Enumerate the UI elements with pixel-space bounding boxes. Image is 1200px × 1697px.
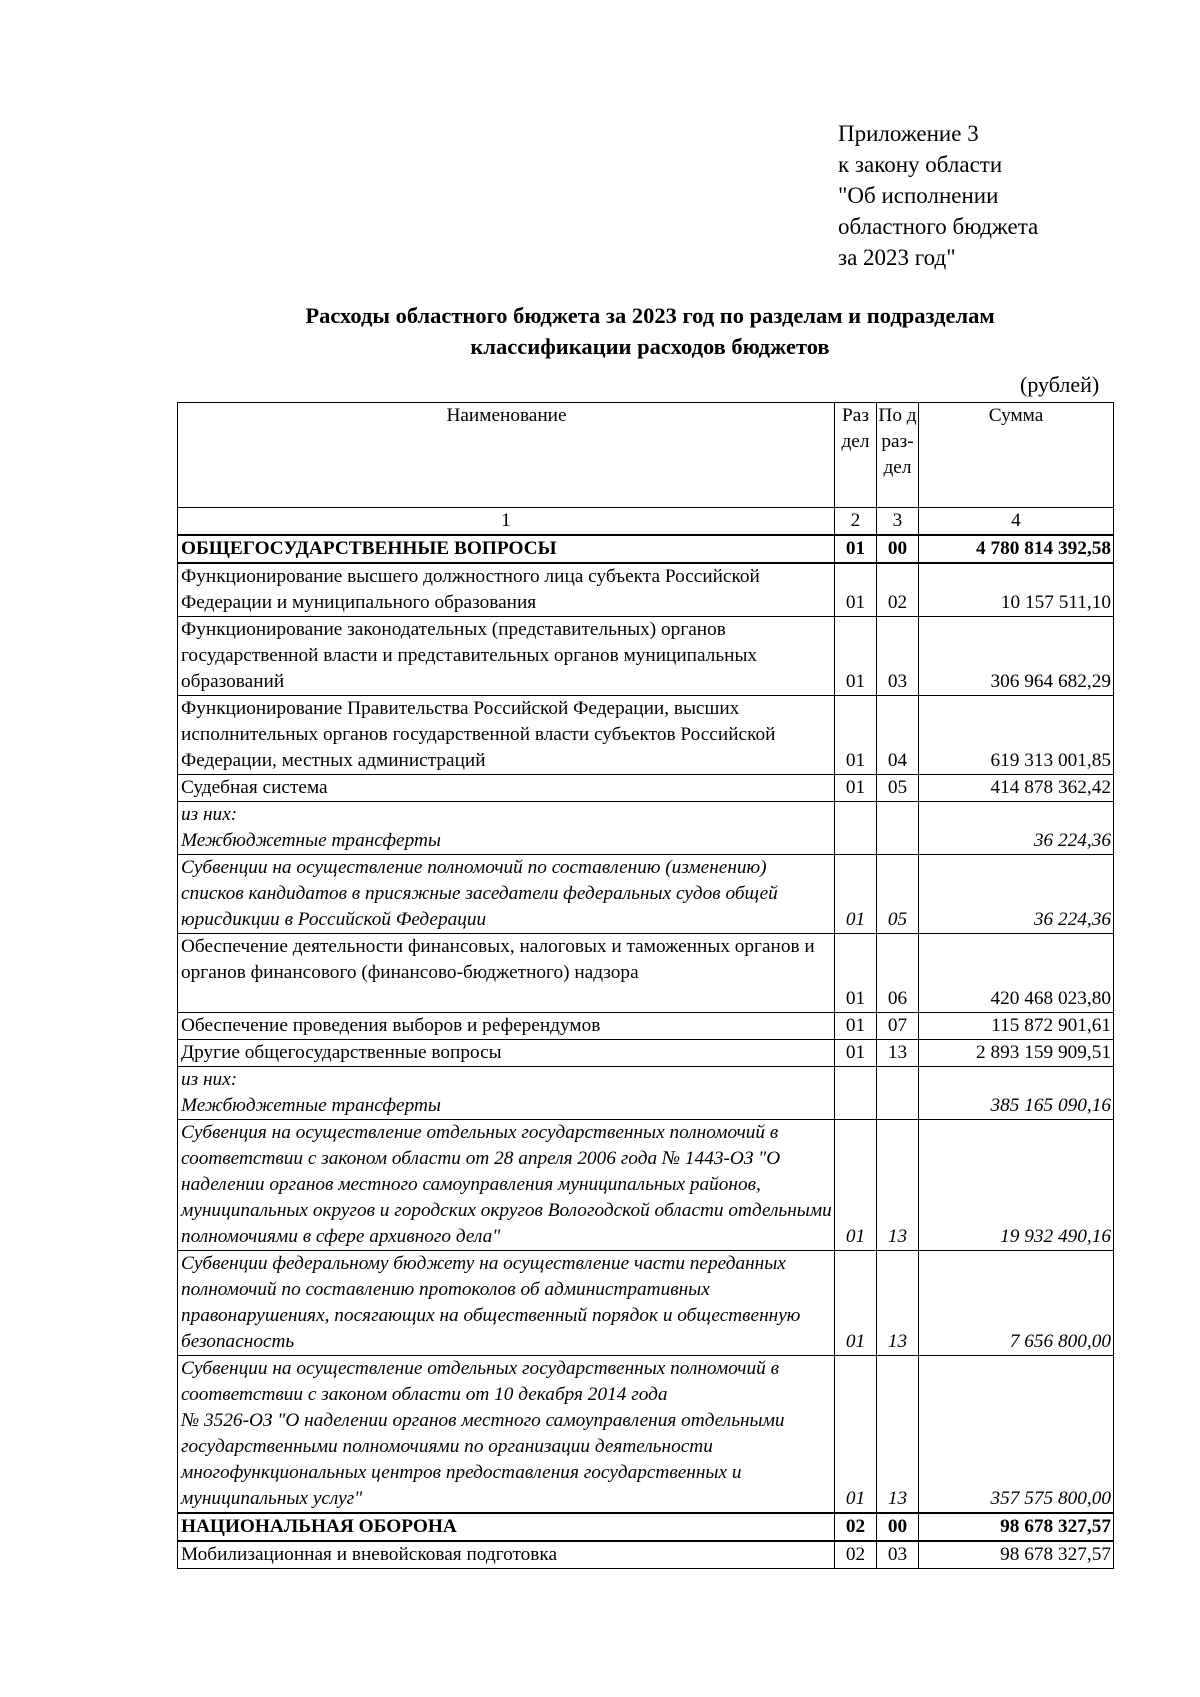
row-amount: 98 678 327,57 [919,1541,1114,1569]
row-name: Субвенция на осуществление отдельных государственных полномочий в соответствии с законом области от 28 апреля 2006 года № 1443-ОЗ "О наделении органов местного самоуправления муниципальных районов, муниципальных округов и городских округов Вологодской области отдельными полномочиями в сфере архивного дела" [178,1120,835,1251]
row-name: Мобилизационная и вневойсковая подготовка [178,1541,835,1569]
row-name: из них: Межбюджетные трансферты [178,802,835,855]
row-amount: 4 780 814 392,58 [919,535,1114,563]
row-subsection-code: 03 [877,1541,919,1569]
row-subsection-code: 02 [877,563,919,617]
row-section-code: 01 [835,1251,877,1356]
row-section-code: 01 [835,775,877,802]
row-amount: 619 313 001,85 [919,696,1114,775]
row-subsection-code: 13 [877,1120,919,1251]
row-name: НАЦИОНАЛЬНАЯ ОБОРОНА [178,1513,835,1541]
row-name: Другие общегосударственные вопросы [178,1040,835,1067]
row-section-code: 01 [835,934,877,1013]
row-section-code [835,802,877,855]
row-name: Субвенции федеральному бюджету на осуществление части переданных полномочий по составлению протоколов об административных правонарушениях, посягающих на общественный порядок и общественную безопасность [178,1251,835,1356]
title-line-2: классификации расходов бюджетов [470,334,830,359]
table-header-row [178,403,1114,508]
units-label: (рублей) [1020,372,1100,397]
row-amount: 385 165 090,16 [919,1067,1114,1120]
table-row [178,855,1114,934]
table-row [178,1356,1114,1514]
row-section-code: 01 [835,1120,877,1251]
table-row [178,802,1114,855]
row-subsection-code: 05 [877,775,919,802]
table-row [178,1013,1114,1040]
row-amount: 306 964 682,29 [919,617,1114,696]
row-section-code: 01 [835,1356,877,1514]
table-row [178,696,1114,775]
appendix-line: областного бюджета [838,214,1039,239]
row-section-code: 01 [835,696,877,775]
table-row [178,1067,1114,1120]
table-row [178,535,1114,563]
header-subsection: По д раз- дел [877,403,919,508]
appendix-line: за 2023 год" [838,245,956,270]
header-section: Раз дел [835,403,877,508]
row-name: Функционирование Правительства Российской Федерации, высших исполнительных органов государственной власти субъектов Российской Федерации, местных администраций [178,696,835,775]
appendix-note [838,118,1038,273]
row-name: Судебная система [178,775,835,802]
row-subsection-code: 04 [877,696,919,775]
row-name: Обеспечение деятельности финансовых, налоговых и таможенных органов и органов финансового (финансово-бюджетного) надзора [178,934,835,1013]
row-section-code: 02 [835,1513,877,1541]
title-line-1: Расходы областного бюджета за 2023 год по разделам и подразделам [305,303,995,328]
row-section-code: 01 [835,535,877,563]
row-subsection-code [877,1067,919,1120]
row-name: Функционирование высшего должностного лица субъекта Российской Федерации и муниципального образования [178,563,835,617]
row-amount: 414 878 362,42 [919,775,1114,802]
row-amount: 98 678 327,57 [919,1513,1114,1541]
header-name: Наименование [178,403,835,508]
row-amount: 19 932 490,16 [919,1120,1114,1251]
row-name: Субвенции на осуществление полномочий по составлению (изменению) списков кандидатов в присяжные заседатели федеральных судов общей юрисдикции в Российской Федерации [178,855,835,934]
table-row [178,1541,1114,1569]
row-section-code: 01 [835,855,877,934]
table-row [178,934,1114,1013]
row-subsection-code: 06 [877,934,919,1013]
table-row [178,775,1114,802]
column-numbers-row [178,508,1114,536]
budget-table [177,402,1114,1569]
row-subsection-code: 13 [877,1040,919,1067]
row-name: Функционирование законодательных (представительных) органов государственной власти и представительных органов муниципальных образований [178,617,835,696]
row-section-code: 01 [835,1013,877,1040]
table-row [178,1513,1114,1541]
table-row [178,1251,1114,1356]
row-subsection-code: 00 [877,535,919,563]
appendix-line: "Об исполнении [838,183,999,208]
row-amount: 2 893 159 909,51 [919,1040,1114,1067]
row-amount: 7 656 800,00 [919,1251,1114,1356]
row-name: из них: Межбюджетные трансферты [178,1067,835,1120]
row-subsection-code: 03 [877,617,919,696]
row-subsection-code: 07 [877,1013,919,1040]
row-name: Субвенции на осуществление отдельных государственных полномочий в соответствии с законом области от 10 декабря 2014 года № 3526-ОЗ "О наделении органов местного самоуправления отдельными государственными полномочиями по организации деятельности многофункциональных центров предоставления государственных и муниципальных услуг" [178,1356,835,1514]
row-section-code: 01 [835,563,877,617]
row-name: ОБЩЕГОСУДАРСТВЕННЫЕ ВОПРОСЫ [178,535,835,563]
column-number: 3 [877,508,919,536]
row-amount: 420 468 023,80 [919,934,1114,1013]
row-amount: 357 575 800,00 [919,1356,1114,1514]
header-amount: Сумма [919,403,1114,508]
row-section-code [835,1067,877,1120]
table-row [178,1120,1114,1251]
row-amount: 36 224,36 [919,855,1114,934]
row-name: Обеспечение проведения выборов и референдумов [178,1013,835,1040]
row-amount: 10 157 511,10 [919,563,1114,617]
column-number: 1 [178,508,835,536]
document-title [200,300,1100,362]
row-subsection-code [877,802,919,855]
appendix-line: к закону области [838,152,1003,177]
row-amount: 36 224,36 [919,802,1114,855]
row-subsection-code: 05 [877,855,919,934]
column-number: 4 [919,508,1114,536]
row-subsection-code: 00 [877,1513,919,1541]
row-amount: 115 872 901,61 [919,1013,1114,1040]
row-subsection-code: 13 [877,1356,919,1514]
table-row [178,563,1114,617]
table-row [178,617,1114,696]
row-section-code: 01 [835,617,877,696]
row-section-code: 02 [835,1541,877,1569]
column-number: 2 [835,508,877,536]
table-row [178,1040,1114,1067]
row-section-code: 01 [835,1040,877,1067]
appendix-line: Приложение 3 [838,121,979,146]
row-subsection-code: 13 [877,1251,919,1356]
